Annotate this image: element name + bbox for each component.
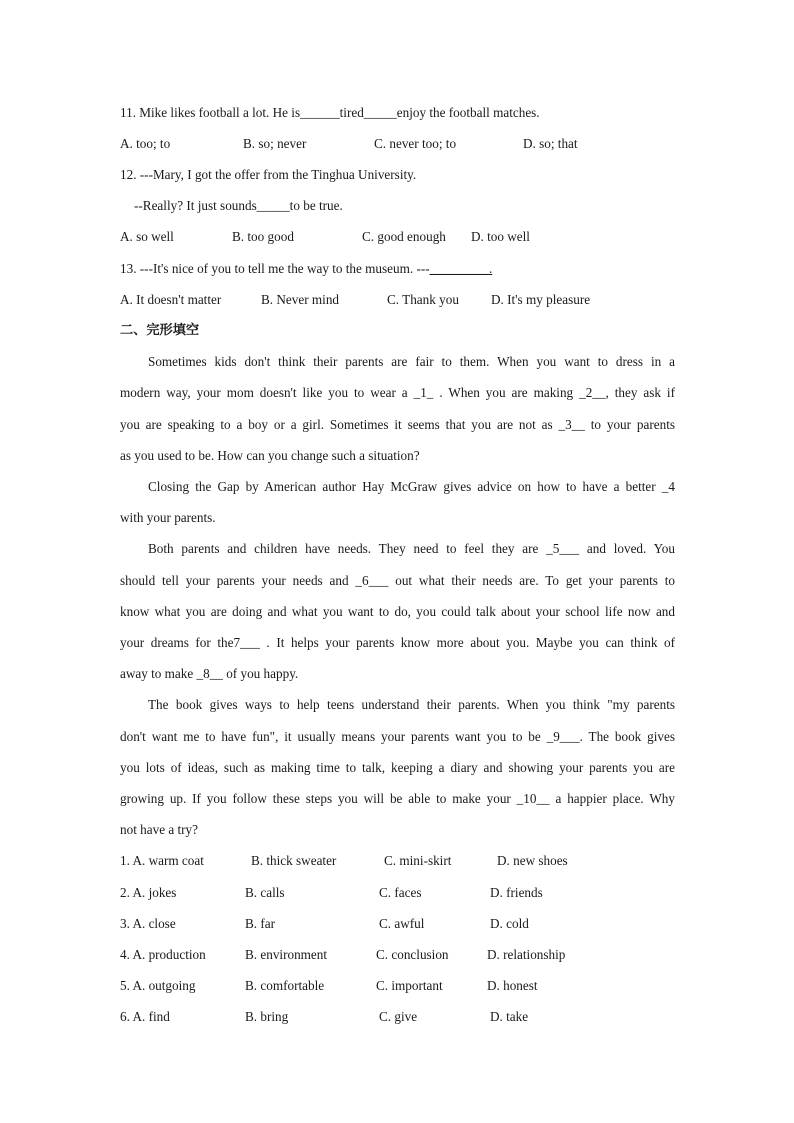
q11-option-b: B. so; never bbox=[243, 136, 307, 151]
passage-p4-line-3: you lots of ideas, such as making time to talk, keeping a diary and showing your parents you are bbox=[120, 760, 675, 775]
passage-p4-line-4: growing up. If you follow these steps you will be able to make your _10__ a happier place. Why bbox=[120, 791, 675, 806]
cloze-1-option-c: C. mini-skirt bbox=[384, 853, 452, 868]
cloze-1-option-d: D. new shoes bbox=[497, 853, 568, 868]
cloze-2-option-b: B. calls bbox=[245, 885, 285, 900]
cloze-4-option-a: 4. A. production bbox=[120, 947, 206, 962]
q12-option-c: C. good enough bbox=[362, 229, 446, 244]
q12-reply: --Really? It just sounds_____to be true. bbox=[134, 198, 343, 213]
passage-p1-line-4: as you used to be. How can you change such a situation? bbox=[120, 448, 420, 463]
q13-option-c: C. Thank you bbox=[387, 292, 459, 307]
q13-stem-text: 13. ---It's nice of you to tell me the way to the museum. --- bbox=[120, 261, 430, 276]
passage-p1-line-3: you are speaking to a boy or a girl. Sometimes it seems that you are not as _3__ to your parents bbox=[120, 417, 675, 432]
passage-p4-line-2: don't want me to have fun", it usually means your parents want you to be _9___. The book gives bbox=[120, 729, 675, 744]
cloze-3-option-a: 3. A. close bbox=[120, 916, 176, 931]
cloze-3-option-d: D. cold bbox=[490, 916, 529, 931]
cloze-5-option-c: C. important bbox=[376, 978, 443, 993]
passage-p4-line-1: The book gives ways to help teens understand their parents. When you think "my parents bbox=[148, 697, 675, 712]
cloze-3-option-b: B. far bbox=[245, 916, 276, 931]
q13-stem bbox=[120, 261, 675, 277]
q11-stem: 11. Mike likes football a lot. He is______tired_____enjoy the football matches. bbox=[120, 105, 540, 120]
passage-p3-line-1: Both parents and children have needs. They need to feel they are _5___ and loved. You bbox=[148, 541, 675, 556]
q11-option-d: D. so; that bbox=[523, 136, 578, 151]
cloze-5-option-b: B. comfortable bbox=[245, 978, 325, 993]
cloze-4-option-c: C. conclusion bbox=[376, 947, 449, 962]
passage-p1-line-2: modern way, your mom doesn't like you to wear a _1_ . When you are making _2__, they ask if bbox=[120, 385, 675, 400]
passage-p3-line-4: your dreams for the7___ . It helps your parents know more about you. Maybe you can think of bbox=[120, 635, 675, 650]
q13-option-d: D. It's my pleasure bbox=[491, 292, 591, 307]
cloze-2-option-a: 2. A. jokes bbox=[120, 885, 177, 900]
q12-option-b: B. too good bbox=[232, 229, 294, 244]
q11-option-c: C. never too; to bbox=[374, 136, 457, 151]
cloze-5-option-d: D. honest bbox=[487, 978, 538, 993]
passage-p3-line-2: should tell your parents your needs and _6___ out what their needs are. To get your parents to bbox=[120, 573, 675, 588]
section-heading-cloze: 二、完形填空 bbox=[120, 323, 200, 338]
q13-option-b: B. Never mind bbox=[261, 292, 340, 307]
q12-stem: 12. ---Mary, I got the offer from the Tinghua University. bbox=[120, 167, 417, 182]
q12-option-d: D. too well bbox=[471, 229, 530, 244]
cloze-3-option-c: C. awful bbox=[379, 916, 425, 931]
cloze-6-option-d: D. take bbox=[490, 1009, 529, 1024]
q12-option-a: A. so well bbox=[120, 229, 174, 244]
q13-answer-blank: _________. bbox=[429, 261, 493, 276]
cloze-2-option-c: C. faces bbox=[379, 885, 422, 900]
passage-p4-line-5: not have a try? bbox=[120, 822, 198, 837]
cloze-1-option-b: B. thick sweater bbox=[251, 853, 337, 868]
passage-p2-line-1: Closing the Gap by American author Hay McGraw gives advice on how to have a better _4 bbox=[148, 479, 675, 494]
cloze-2-option-d: D. friends bbox=[490, 885, 543, 900]
passage-p1-line-1: Sometimes kids don't think their parents are fair to them. When you want to dress in a bbox=[148, 354, 675, 369]
q13-option-a: A. It doesn't matter bbox=[120, 292, 222, 307]
cloze-4-option-b: B. environment bbox=[245, 947, 328, 962]
passage-p3-line-5: away to make _8__ of you happy. bbox=[120, 666, 299, 681]
cloze-6-option-a: 6. A. find bbox=[120, 1009, 170, 1024]
cloze-6-option-b: B. bring bbox=[245, 1009, 289, 1024]
cloze-5-option-a: 5. A. outgoing bbox=[120, 978, 196, 993]
cloze-6-option-c: C. give bbox=[379, 1009, 418, 1024]
q11-option-a: A. too; to bbox=[120, 136, 171, 151]
passage-p2-line-2: with your parents. bbox=[120, 510, 216, 525]
passage-p3-line-3: know what you are doing and what you want to do, you could talk about your school life now and bbox=[120, 604, 675, 619]
cloze-4-option-d: D. relationship bbox=[487, 947, 566, 962]
cloze-1-option-a: 1. A. warm coat bbox=[120, 853, 204, 868]
